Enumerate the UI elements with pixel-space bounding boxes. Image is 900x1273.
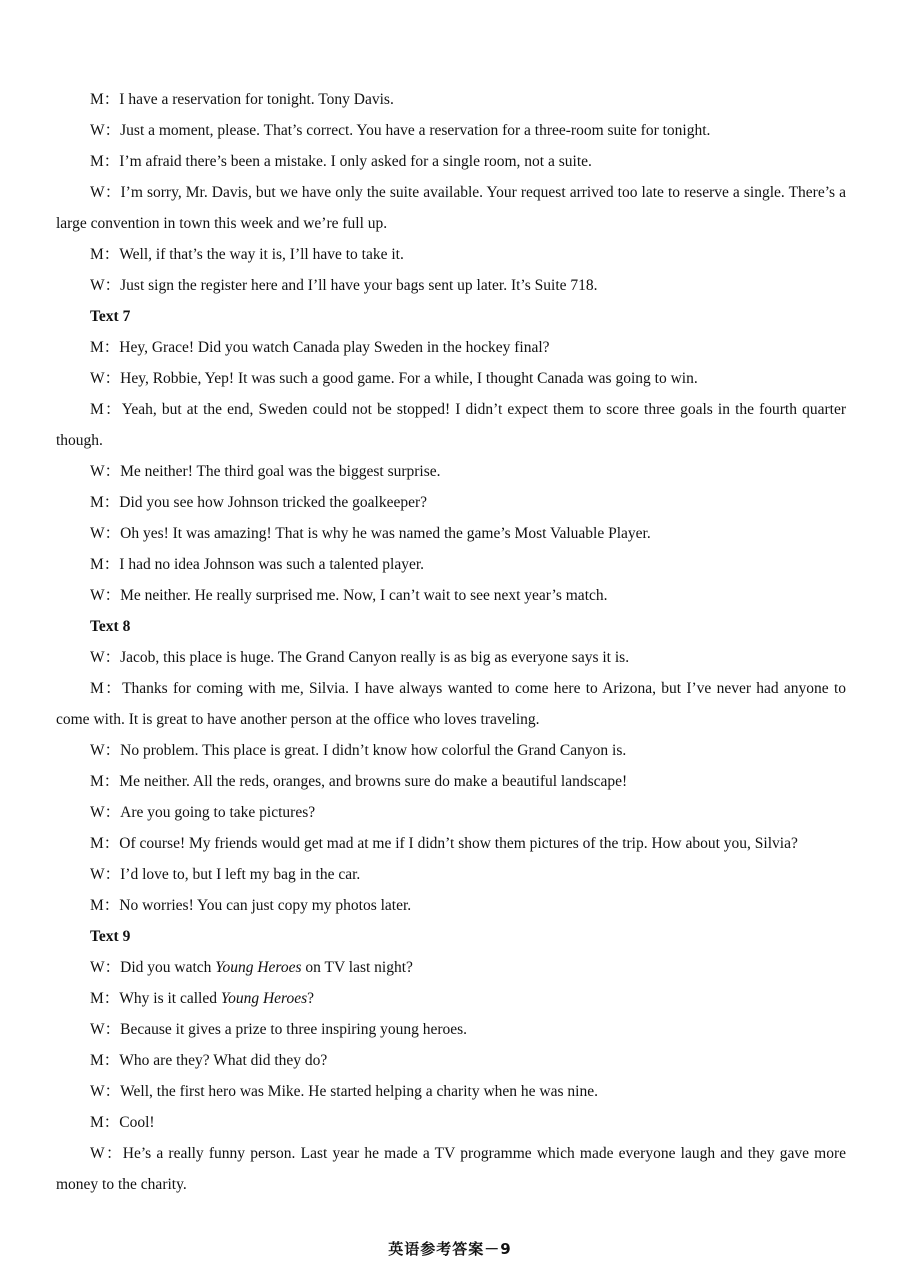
dialogue-line: W：Because it gives a prize to three inspiring young heroes. [90,1021,468,1038]
dialogue-line: W：Are you going to take pictures? [90,804,316,821]
dialogue-line: W：Oh yes! It was amazing! That is why he was named the game’s Most Valuable Player. [90,525,651,542]
dialogue-line: W：No problem. This place is great. I didn’t know how colorful the Grand Canyon is. [90,742,627,759]
dialogue-line: W：Well, the first hero was Mike. He started helping a charity when he was nine. [90,1083,598,1100]
line-text: on TV last night? [301,959,413,976]
dialogue-line: W：He’s a really funny person. Last year he made a TV programme which made everyone laugh and they gave more money to the charity. [56,1145,846,1193]
line-text: M：Why is it called [90,990,221,1007]
dialogue-line: M：Me neither. All the reds, oranges, and browns sure do make a beautiful landscape! [90,773,628,790]
line-text: ? [307,990,315,1007]
dialogue-line: W：Just a moment, please. That’s correct. You have a reservation for a three-room suite for tonight. [90,122,711,139]
dialogue-line: M：Did you see how Johnson tricked the goalkeeper? [90,494,428,511]
transcript-page [56,84,846,1200]
dialogue-line: M：I’m afraid there’s been a mistake. I only asked for a single room, not a suite. [90,153,592,170]
dialogue-line: W：Jacob, this place is huge. The Grand Canyon really is as big as everyone says it is. [90,649,630,666]
dialogue-line: W：I’d love to, but I left my bag in the car. [90,866,361,883]
dialogue-line: W：Just sign the register here and I’ll have your bags sent up later. It’s Suite 718. [90,277,598,294]
section-heading-text-8: Text 8 [90,618,131,635]
dialogue-line: M：Well, if that’s the way it is, I’ll have to take it. [90,246,404,263]
dialogue-line: M：I had no idea Johnson was such a talented player. [90,556,425,573]
dialogue-line: M：No worries! You can just copy my photos later. [90,897,412,914]
page-footer: 英语参考答案－9 [388,1240,512,1258]
dialogue-line: W：Me neither! The third goal was the biggest surprise. [90,463,441,480]
dialogue-line: W：Me neither. He really surprised me. Now, I can’t wait to see next year’s match. [90,587,608,604]
show-title: Young Heroes [220,990,308,1007]
dialogue-line: M：Thanks for coming with me, Silvia. I have always wanted to come here to Arizona, but I’ve never had anyone to come with. It is great to have another person at the office who loves traveling. [56,680,846,728]
show-title: Young Heroes [215,959,302,976]
dialogue-line [56,983,846,1014]
dialogue-line: W：Hey, Robbie, Yep! It was such a good game. For a while, I thought Canada was going to win. [90,370,698,387]
section-heading-text-9: Text 9 [90,928,131,945]
section-heading-text-7: Text 7 [90,308,131,325]
dialogue-line: W：I’m sorry, Mr. Davis, but we have only the suite available. Your request arrived too late to reserve a single. There’s a large convention in town this week and we’re full up. [56,184,846,232]
dialogue-line: M：Of course! My friends would get mad at me if I didn’t show them pictures of the trip. How about you, Silvia? [90,835,798,852]
line-text: W：Did you watch [90,959,216,976]
dialogue-line [56,952,846,983]
dialogue-line: M：Cool! [90,1114,155,1131]
dialogue-line: M：Yeah, but at the end, Sweden could not be stopped! I didn’t expect them to score three goals in the fourth quarter though. [56,401,846,449]
dialogue-line: M：Hey, Grace! Did you watch Canada play Sweden in the hockey final? [90,339,550,356]
dialogue-line: M：Who are they? What did they do? [90,1052,328,1069]
dialogue-line: M：I have a reservation for tonight. Tony Davis. [90,91,394,108]
